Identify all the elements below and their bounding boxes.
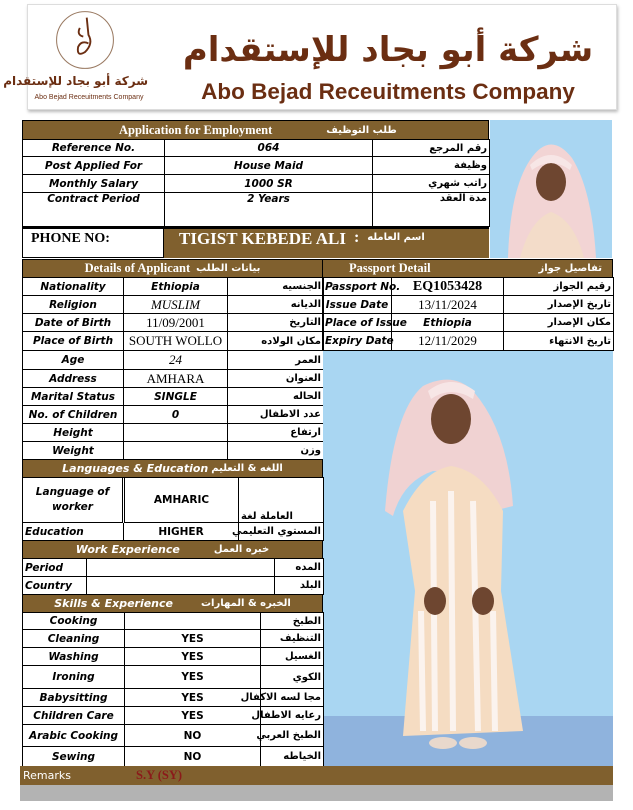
passport-label-ar: تاريخ الانتهاء [504,332,614,351]
skills-value: NO [125,747,261,767]
remarks-bar [20,766,613,785]
details-value: 11/09/2001 [124,314,228,332]
passport-header [322,259,613,278]
details-row [23,370,324,388]
application-table [22,139,490,227]
skills-label: Babysitting [23,689,125,707]
work-label: Period [23,559,87,577]
details-label: Weight [23,442,124,460]
work-value [87,577,275,595]
company-logo-emblem-icon [50,9,120,71]
passport-label-ar: مكان الإصدار [504,314,614,332]
details-row [23,388,324,406]
details-row [23,442,324,460]
work-table [22,558,324,595]
skills-row [23,630,324,648]
details-row [23,314,324,332]
skills-row [23,689,324,707]
skills-value [125,613,261,630]
languages-header [22,459,323,478]
app-label-ar: رقم المرجع [373,140,490,157]
details-label: No. of Children [23,406,124,424]
languages-table [22,477,324,541]
details-label-ar: ارتفاع [228,424,324,442]
details-value: MUSLIM [124,296,228,314]
skills-label: Cleaning [23,630,125,648]
application-title-ar: طلب التوظيف [326,124,397,136]
app-label: Post Applied For [23,157,165,175]
details-value: AMHARA [124,370,228,388]
work-label: Country [23,577,87,595]
details-value: SINGLE [124,388,228,406]
details-label: Height [23,424,124,442]
logo-text-ar: شركة أبو بجاد للإستقدام [3,74,148,88]
page-bottom-bar [20,785,613,801]
language-label: Language of worker [23,478,124,523]
skills-label: Ironing [23,666,125,689]
details-title-ar: بيانات الطلب [196,263,261,274]
skills-label-ar: الطبخ العربي [261,725,324,747]
app-row [23,140,490,157]
languages-title-ar: اللغه & التعليم [211,463,283,474]
language-label-ar: العاملة لغة [239,478,324,523]
details-label: Place of Birth [23,332,124,351]
company-name-ar: شركة أبو بجاد للإستقدام [182,30,594,70]
skills-value: YES [125,689,261,707]
details-label: Date of Birth [23,314,124,332]
skills-label-ar: الطبخ [261,613,324,630]
passport-row [323,332,614,351]
application-title: Application for Employment [119,122,273,137]
details-label-ar: العمر [228,351,324,370]
skills-header [22,594,323,613]
skills-row [23,666,324,689]
skills-label-ar: رعايه الاطفال [261,707,324,725]
details-label: Address [23,370,124,388]
details-row [23,424,324,442]
details-row [23,406,324,424]
skills-label-ar: الغسيل [261,648,324,666]
company-header [3,4,617,110]
details-table [22,277,324,460]
details-label: Religion [23,296,124,314]
work-label-ar: البلد [275,577,324,595]
app-label-ar: وظيفة [373,157,490,175]
details-value: 0 [124,406,228,424]
details-label: Nationality [23,278,124,296]
skills-value: YES [125,666,261,689]
phone-label: PHONE NO: [22,226,164,258]
passport-row [323,296,614,314]
app-value: 1000 SR [165,175,373,193]
passport-label-ar: رقيم الجواز [504,278,614,296]
work-row [23,559,324,577]
passport-label-ar: تاريخ الإصدار [504,296,614,314]
details-label-ar: التاريخ [228,314,324,332]
app-value: 064 [165,140,373,157]
app-row [23,157,490,175]
passport-row [323,278,614,296]
details-label-ar: وزن [228,442,324,460]
skills-label-ar: مجا لسه الاكفال [261,689,324,707]
worker-name: TIGIST KEBEDE ALI [179,229,346,248]
education-value: HIGHER [124,523,239,541]
details-label: Marital Status [23,388,124,406]
work-value [87,559,275,577]
passport-table [322,277,614,351]
skills-table [22,612,324,767]
skills-label: Arabic Cooking [23,725,125,747]
skills-label-ar: الكوي [261,666,324,689]
logo-text-en: Abo Bejad Receuitments Company [34,94,144,101]
application-header [22,120,489,140]
worker-name-label-ar: اسم العامله [367,232,425,243]
company-name-en: Abo Bejad Receuitments Company [201,79,575,104]
passport-label: Passport No. [323,278,392,296]
details-value: Ethiopia [124,278,228,296]
education-label-ar: المستوي التعليمي [239,523,324,541]
skills-label-ar: التنظيف [261,630,324,648]
passport-label: Expiry Date [323,332,392,351]
app-label-ar: راتب شهري [373,175,490,193]
app-value: House Maid [165,157,373,175]
skills-value: NO [125,725,261,747]
worker-name-separator: : [353,229,360,246]
language-row [23,478,324,523]
details-value [124,442,228,460]
app-label-ar: مدة العقد [373,193,490,227]
work-title-ar: خبره العمل [213,544,270,555]
details-value: SOUTH WOLLO [124,332,228,351]
passport-title-ar: تفاصيل جواز [538,263,602,274]
skills-label: Children Care [23,707,125,725]
details-row [23,332,324,351]
details-row [23,296,324,314]
details-label-ar: مكان الولاده [228,332,324,351]
skills-title-ar: الخبره & المهارات [201,598,291,609]
details-value [124,424,228,442]
details-row [23,351,324,370]
skills-title: Skills & Experience [54,597,173,610]
remarks-value: S.Y (SY) [136,768,183,782]
details-label-ar: الجنسيه [228,278,324,296]
details-label-ar: الديانه [228,296,324,314]
app-value: 2 Years [165,193,373,227]
work-row [23,577,324,595]
portrait-photo [490,120,612,258]
details-label-ar: الحاله [228,388,324,406]
details-value: 24 [124,351,228,370]
skills-label: Washing [23,648,125,666]
details-label-ar: عدد الاطفال [228,406,324,424]
skills-row [23,707,324,725]
details-row [23,278,324,296]
details-title: Details of Applicant [84,261,191,275]
education-label: Education [23,523,124,541]
skills-label: Cooking [23,613,125,630]
skills-row [23,725,324,747]
skills-label: Sewing [23,747,125,767]
work-title: Work Experience [75,543,180,556]
app-row [23,175,490,193]
full-body-photo [323,351,613,766]
skills-value: YES [125,630,261,648]
passport-row [323,314,614,332]
skills-label-ar: الخياطه [261,747,324,767]
skills-row [23,648,324,666]
passport-value: 13/11/2024 [392,296,504,314]
app-row [23,193,490,227]
passport-title: Passport Detail [349,261,431,275]
education-row [23,523,324,541]
skills-row [23,613,324,630]
details-header [22,259,323,278]
details-label-ar: العنوان [228,370,324,388]
language-value: AMHARIC [124,478,239,523]
skills-row [23,747,324,767]
app-label: Monthly Salary [23,175,165,193]
skills-value: YES [125,707,261,725]
remarks-label: Remarks [23,769,71,782]
app-label: Contract Period [23,193,165,227]
languages-title: Languages & Education [62,462,209,475]
work-label-ar: المده [275,559,324,577]
passport-label: Issue Date [323,296,392,314]
app-label: Reference No. [23,140,165,157]
passport-value: 12/11/2029 [392,332,504,351]
worker-name-block [164,226,489,258]
passport-label: Place of Issue [323,314,392,332]
skills-value: YES [125,648,261,666]
passport-value: Ethiopia [392,314,504,332]
details-label: Age [23,351,124,370]
work-header [22,540,323,559]
passport-value: EQ1053428 [392,278,504,296]
